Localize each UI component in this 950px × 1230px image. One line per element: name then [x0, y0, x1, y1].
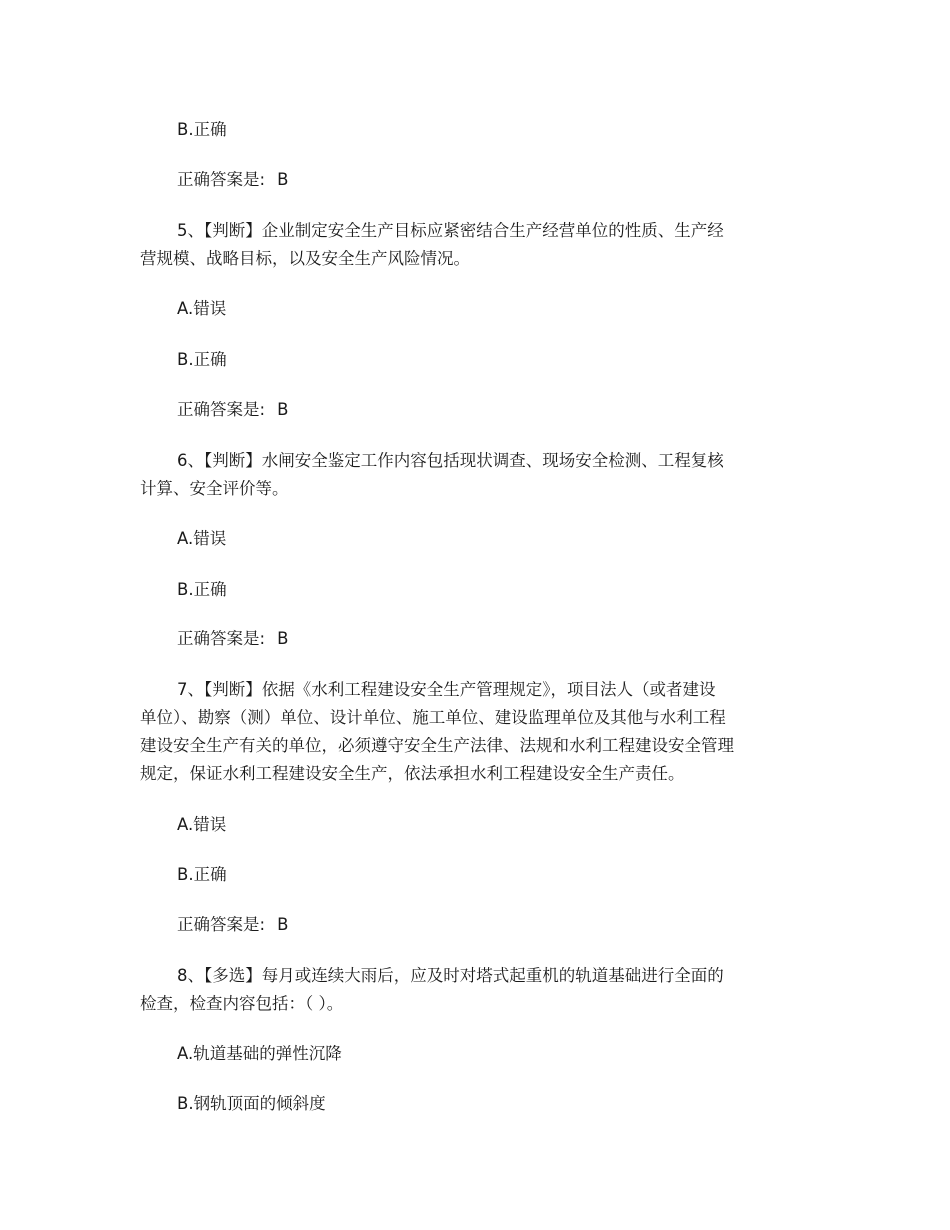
- question-7-line3: 建设安全生产有关的单位，必须遵守安全生产法律、法规和水利工程建设安全管理: [140, 736, 734, 755]
- answer-label: 正确答案是:: [177, 400, 266, 419]
- question-5-line2: 营规模、战略目标，以及安全生产风险情况。: [140, 249, 470, 268]
- question-5-line1: 5、【判断】企业制定安全生产目标应紧密结合生产经营单位的性质、生产经: [177, 221, 724, 240]
- question-5-option-a: A.错误: [177, 299, 227, 318]
- question-7-answer: [177, 912, 807, 938]
- question-8-line2: 检查，检查内容包括：（ ）。: [140, 994, 344, 1013]
- question-8-option-b: B.钢轨顶面的倾斜度: [177, 1094, 326, 1113]
- question-6-answer: [177, 626, 807, 652]
- question-6-option-a: A.错误: [177, 529, 227, 548]
- question-6-option-b: B.正确: [177, 580, 227, 599]
- prev-answer: [177, 167, 807, 193]
- answer-value: B: [277, 915, 289, 934]
- question-6-line1: 6、【判断】水闸安全鉴定工作内容包括现状调查、现场安全检测、工程复核: [177, 451, 724, 470]
- question-8-option-a: A.轨道基础的弹性沉降: [177, 1044, 342, 1063]
- prev-option-b: B.正确: [177, 120, 227, 139]
- answer-value: B: [277, 629, 289, 648]
- question-8-line1: 8、【多选】每月或连续大雨后，应及时对塔式起重机的轨道基础进行全面的: [177, 966, 724, 985]
- answer-value: B: [277, 170, 289, 189]
- question-5-answer: [177, 397, 807, 423]
- answer-label: 正确答案是:: [177, 629, 266, 648]
- question-7-line1: 7、【判断】依据《水利工程建设安全生产管理规定》，项目法人（或者建设: [177, 680, 716, 699]
- question-7-line4: 规定，保证水利工程建设安全生产，依法承担水利工程建设安全生产责任。: [140, 764, 685, 783]
- answer-label: 正确答案是:: [177, 915, 266, 934]
- answer-value: B: [277, 400, 289, 419]
- question-7-option-b: B.正确: [177, 865, 227, 884]
- question-7-line2: 单位）、勘察（测）单位、设计单位、施工单位、建设监理单位及其他与水利工程: [140, 708, 726, 727]
- question-5-option-b: B.正确: [177, 350, 227, 369]
- question-6-line2: 计算、安全评价等。: [140, 479, 289, 498]
- answer-label: 正确答案是:: [177, 170, 266, 189]
- question-7-option-a: A.错误: [177, 815, 227, 834]
